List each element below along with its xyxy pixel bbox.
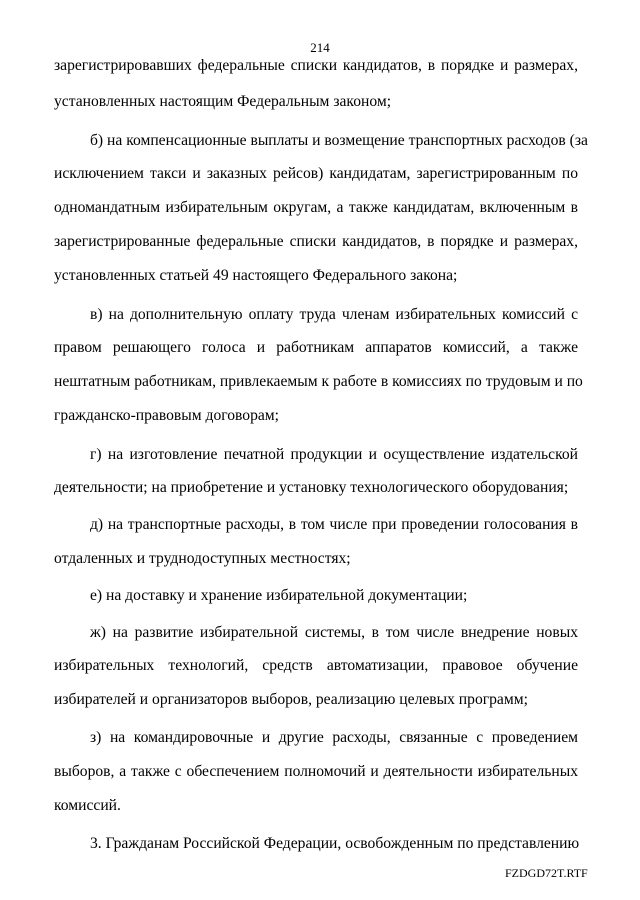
text-line: избирательных технологий, средств автоматизации, правовое обучение — [54, 657, 578, 674]
page-number: 214 — [310, 40, 330, 55]
text-line: выборов, а также с обеспечением полномочий и деятельности избирательных — [54, 763, 578, 780]
text-line: ж) на развитие избирательной системы, в том числе внедрение новых — [90, 624, 578, 641]
text-line: одномандатным избирательным округам, а также кандидатам, включенным в — [54, 199, 578, 216]
text-line: избирателей и организаторов выборов, реализацию целевых программ; — [54, 691, 528, 708]
text-line: в) на дополнительную оплату труда членам избирательных комиссий с — [90, 306, 578, 323]
text-line: правом решающего голоса и работникам аппаратов комиссий, а также — [54, 339, 578, 356]
text-line: установленных настоящим Федеральным законом; — [54, 93, 392, 110]
text-line: исключением такси и заказных рейсов) кандидатам, зарегистрированным по — [54, 165, 578, 182]
text-line: б) на компенсационные выплаты и возмещение транспортных расходов (за — [90, 132, 588, 149]
text-line: зарегистрировавших федеральные списки кандидатов, в порядке и размерах, — [54, 57, 578, 74]
text-line: 3. Гражданам Российской Федерации, освобожденным по представлению — [90, 835, 580, 852]
text-line: комиссий. — [54, 797, 121, 814]
text-line: з) на командировочные и другие расходы, связанные с проведением — [90, 729, 578, 746]
text-line: гражданско-правовым договорам; — [54, 407, 280, 424]
file-name-footer: FZDGD72T.RTF — [505, 866, 588, 880]
text-line: г) на изготовление печатной продукции и осуществление издательской — [90, 446, 578, 463]
text-line: деятельности; на приобретение и установку технологического оборудования; — [54, 479, 569, 496]
text-line: е) на доставку и хранение избирательной документации; — [90, 587, 468, 604]
text-line: отдаленных и труднодоступных местностях; — [54, 550, 351, 567]
text-line: установленных статьей 49 настоящего Федерального закона; — [54, 267, 458, 284]
text-line: нештатным работникам, привлекаемым к работе в комиссиях по трудовым и по — [54, 373, 583, 390]
text-line: д) на транспортные расходы, в том числе при проведении голосования в — [90, 516, 578, 533]
text-line: зарегистрированные федеральные списки кандидатов, в порядке и размерах, — [54, 233, 578, 250]
